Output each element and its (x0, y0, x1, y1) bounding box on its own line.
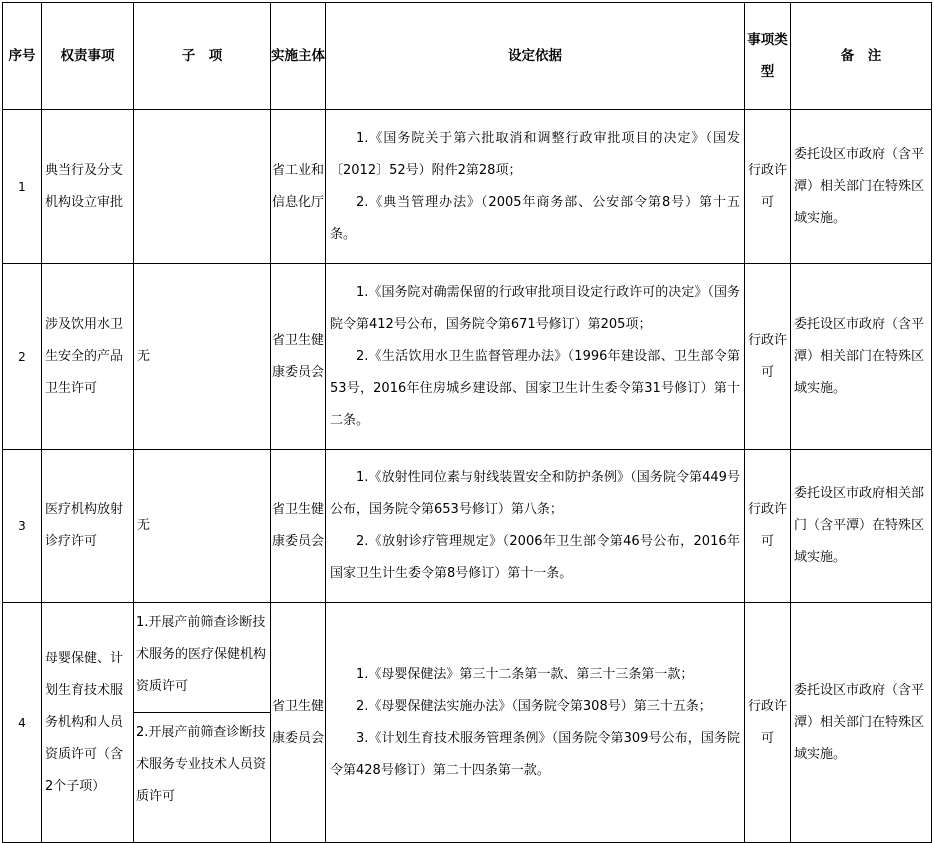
header-type: 事项类型 (745, 3, 791, 110)
row-org: 省卫生健康委员会 (271, 450, 326, 603)
header-note: 备 注 (791, 3, 932, 110)
table-row (3, 110, 932, 264)
header-org: 实施主体 (271, 3, 326, 110)
authority-table (2, 2, 932, 843)
row-basis (326, 603, 745, 843)
row-basis (326, 264, 745, 450)
row-no: 2 (3, 264, 42, 450)
row-sub-empty (134, 110, 271, 264)
row-note: 委托设区市政府相关部门（含平潭）在特殊区域实施。 (791, 450, 932, 603)
row-org: 省卫生健康委员会 (271, 264, 326, 450)
row-sub: 无 (134, 450, 271, 603)
row-no: 4 (3, 603, 42, 843)
row-item: 典当行及分支机构设立审批 (42, 110, 134, 264)
header-sub: 子 项 (134, 3, 271, 110)
header-no: 序号 (3, 3, 42, 110)
basis-line: 1.《放射性同位素与射线装置安全和防护条例》（国务院令第449号公布，国务院令第653号修订）第八条； (330, 470, 740, 517)
row-item: 母婴保健、计划生育技术服务机构和人员资质许可（含2个子项） (42, 603, 134, 843)
table-row (3, 264, 932, 450)
row-note: 委托设区市政府（含平潭）相关部门在特殊区域实施。 (791, 264, 932, 450)
table-row (3, 450, 932, 603)
header-row (3, 3, 932, 110)
row-note: 委托设区市政府（含平潭）相关部门在特殊区域实施。 (791, 110, 932, 264)
header-basis: 设定依据 (326, 3, 745, 110)
row-sub-list (134, 603, 271, 843)
row-org: 省卫生健康委员会 (271, 603, 326, 843)
row-basis (326, 450, 745, 603)
row-org: 省工业和信息化厅 (271, 110, 326, 264)
row-basis (326, 110, 745, 264)
row-type: 行政许可 (745, 603, 791, 843)
row-item: 医疗机构放射诊疗许可 (42, 450, 134, 603)
sub-item: 2.开展产前筛查诊断技术服务专业技术人员资质许可 (136, 725, 267, 804)
basis-line: 3.《计划生育技术服务管理条例》（国务院令第309号公布，国务院令第428号修订）第二十四条第一款。 (330, 730, 740, 778)
row-no: 1 (3, 110, 42, 264)
basis-line: 1.《国务院对确需保留的行政审批项目设定行政许可的决定》（国务院令第412号公布，国务院令第671号修订）第205项； (330, 284, 740, 332)
basis-line: 2.《生活饮用水卫生监督管理办法》（1996年建设部、卫生部令第53号，2016年住房城乡建设部、国家卫生计生委令第31号修订）第十二条。 (330, 348, 740, 428)
row-type: 行政许可 (745, 450, 791, 603)
sub-item: 1.开展产前筛查诊断技术服务的医疗保健机构资质许可 (133, 603, 271, 713)
row-type: 行政许可 (745, 110, 791, 264)
row-note: 委托设区市政府（含平潭）相关部门在特殊区域实施。 (791, 603, 932, 843)
row-no: 3 (3, 450, 42, 603)
sub-list (133, 603, 271, 817)
table-row (3, 603, 932, 843)
basis-line: 1.《母婴保健法》第三十二条第一款、第三十三条第一款； (356, 666, 694, 682)
row-item: 涉及饮用水卫生安全的产品卫生许可 (42, 264, 134, 450)
basis-line: 2.《母婴保健法实施办法》（国务院令第308号）第三十五条； (356, 698, 712, 714)
row-sub: 无 (134, 264, 271, 450)
header-item: 权责事项 (42, 3, 134, 110)
basis-line: 1.《国务院关于第六批取消和调整行政审批项目的决定》（国发〔2012〕52号）附件2第28项； (330, 130, 740, 178)
basis-line: 2.《典当管理办法》（2005年商务部、公安部令第8号）第十五条。 (330, 194, 740, 242)
row-type: 行政许可 (745, 264, 791, 450)
basis-line: 2.《放射诊疗管理规定》（2006年卫生部令第46号公布，2016年国家卫生计生委令第8号修订）第十一条。 (330, 534, 740, 581)
